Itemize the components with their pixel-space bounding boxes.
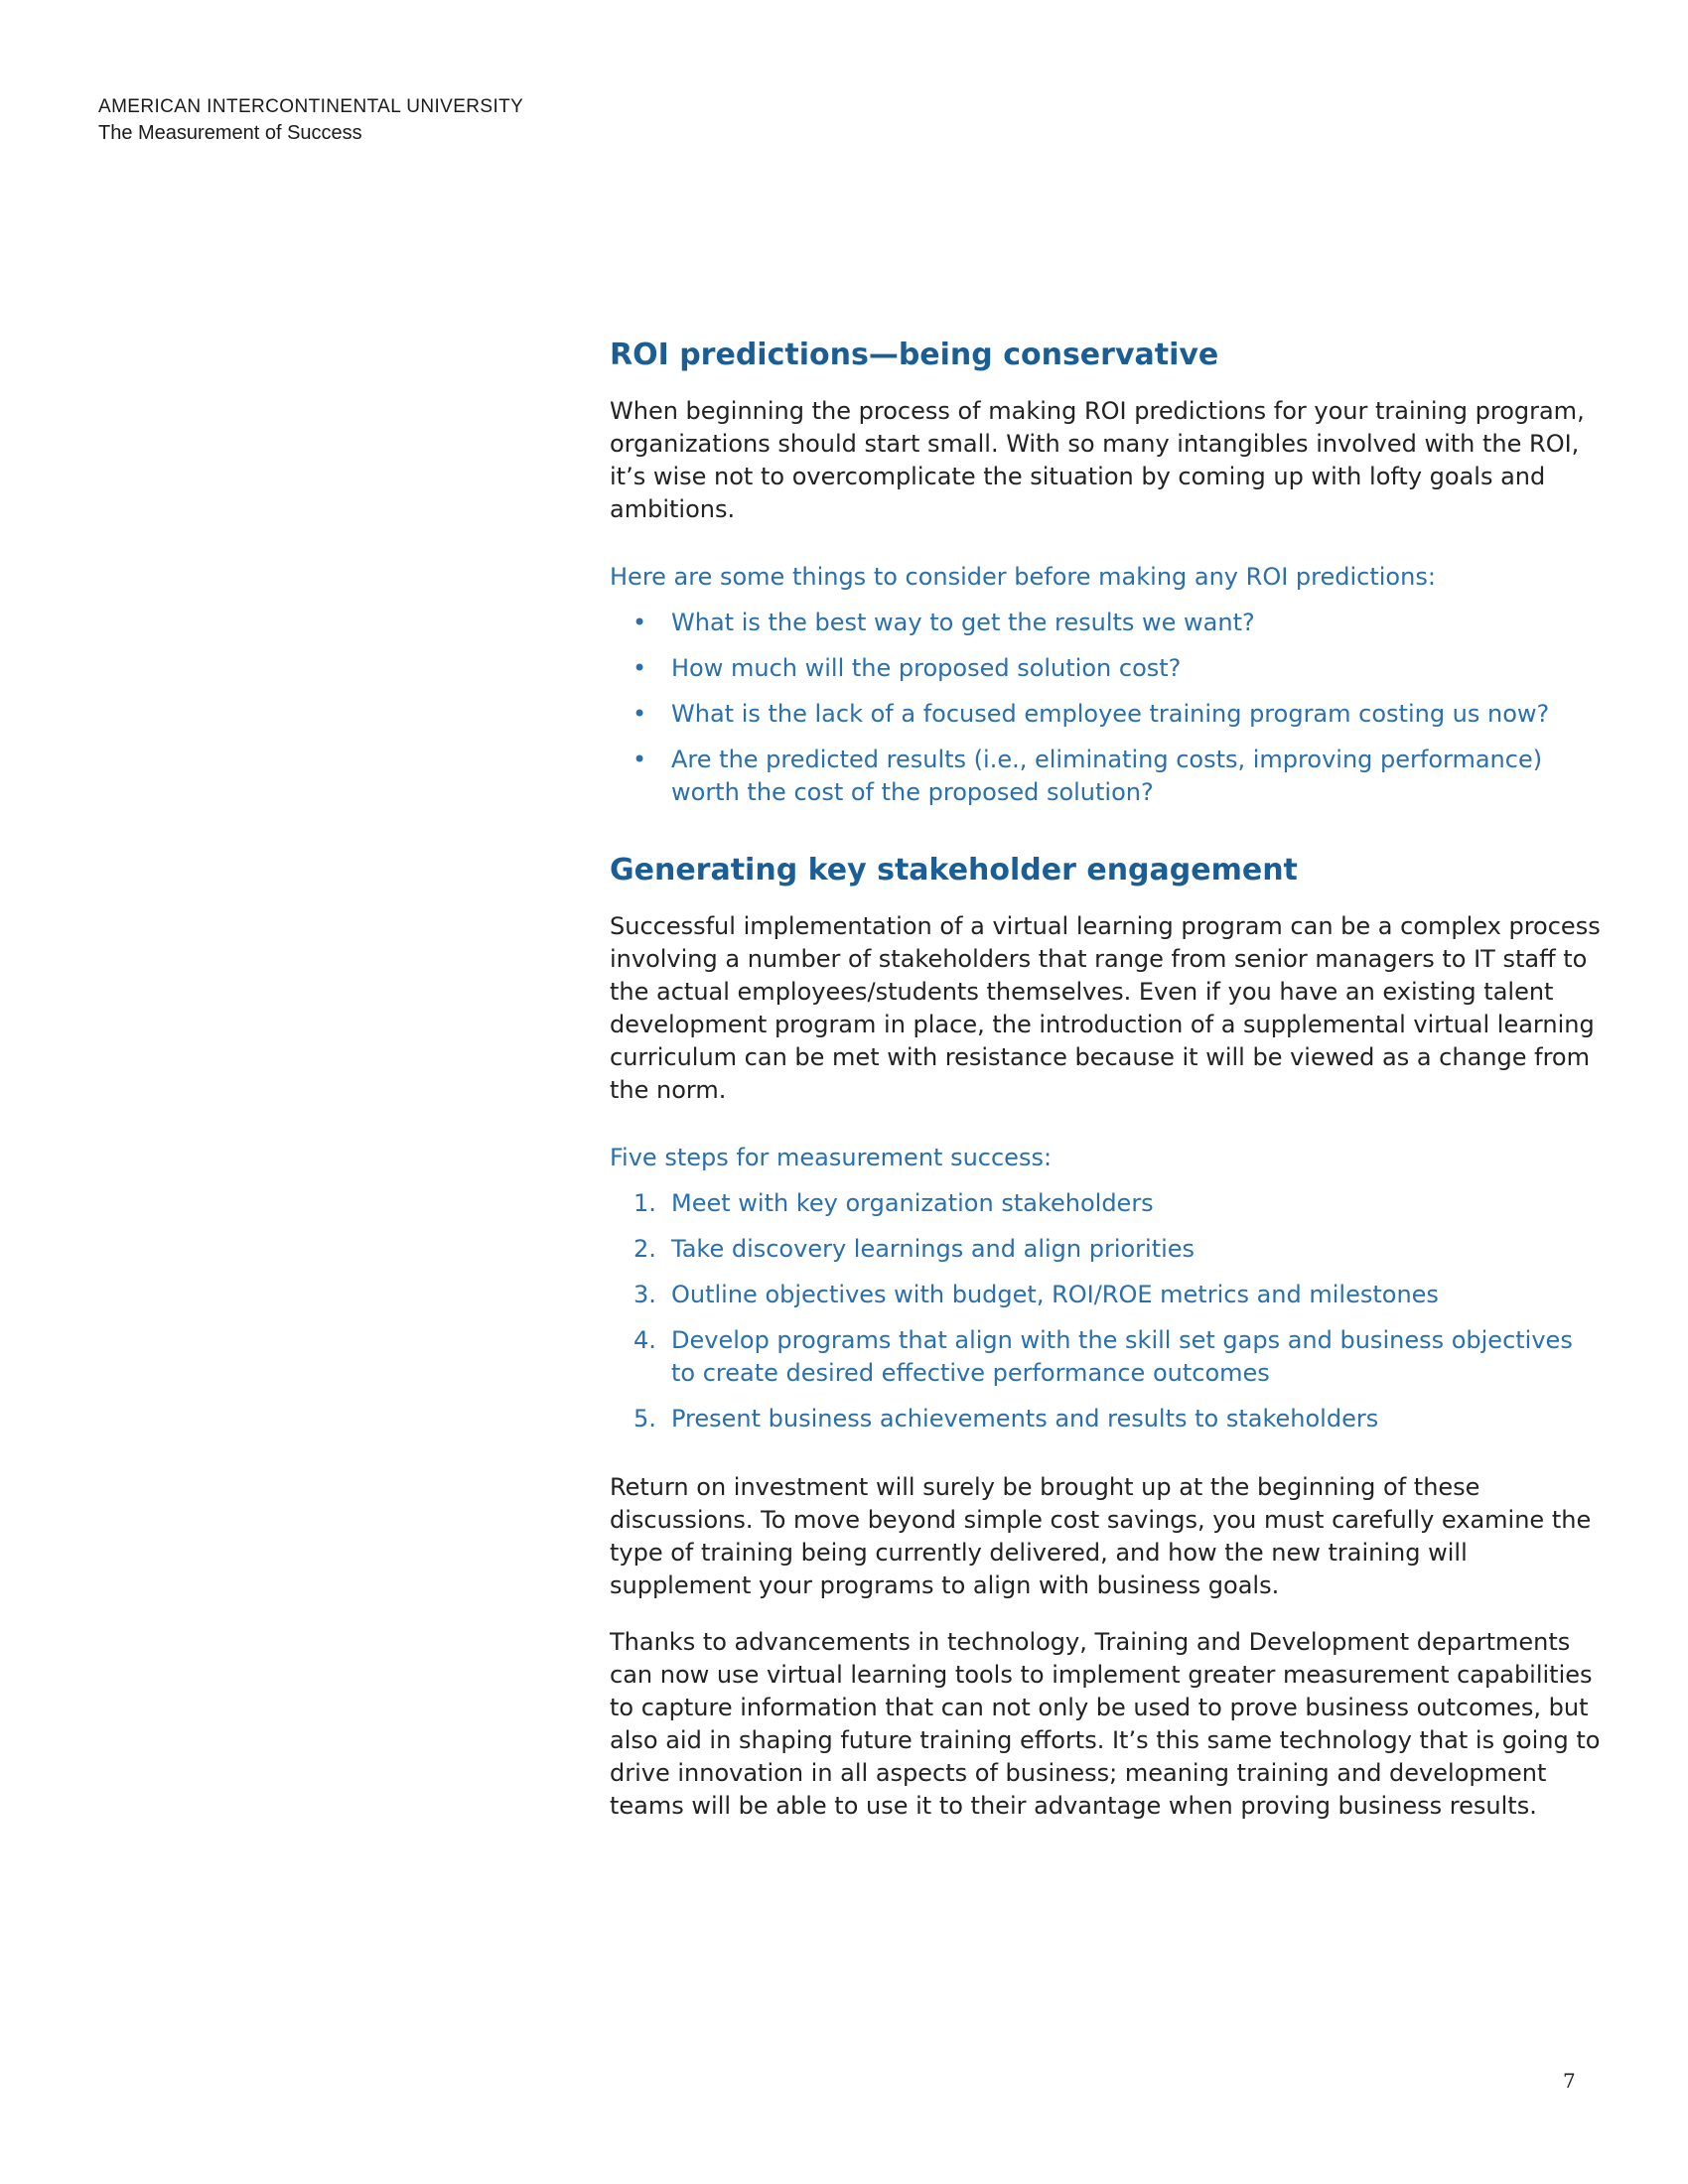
bullet-icon: •: [633, 746, 647, 773]
page-number: 7: [1563, 2069, 1576, 2093]
list-item-text: Outline objectives with budget, ROI/ROE metrics and milestones: [671, 1281, 1439, 1308]
step-number: 4.: [633, 1326, 656, 1354]
list-item-text: How much will the proposed solution cost?: [671, 654, 1182, 682]
list-item-text: Are the predicted results (i.e., eliminating costs, improving performance) worth the cost of the proposed solution?: [671, 746, 1543, 806]
list-item-text: What is the best way to get the results we want?: [671, 609, 1255, 636]
list-item: [610, 607, 1603, 639]
stakeholder-intro-paragraph: Successful implementation of a virtual learning program can be a complex process involving a number of stakeholders that range from senior managers to IT staff to the actual employees/students themselves. Even if you have an existing talent development program in place, the introduction of a supplemental virtual learning curriculum can be met with resistance because it will be viewed as a change from the norm.: [610, 912, 1601, 1104]
list-item: [610, 698, 1603, 731]
step-number: 2.: [633, 1235, 656, 1263]
list-item: [610, 1279, 1603, 1311]
list-item-text: Develop programs that align with the skill set gaps and business objectives to create desired effective performance outcomes: [671, 1326, 1573, 1387]
list-item-text: What is the lack of a focused employee training program costing us now?: [671, 700, 1550, 728]
five-steps-list: [610, 1187, 1603, 1435]
section-heading-roi-predictions: ROI predictions—being conservative: [610, 338, 1219, 372]
list-item: [610, 744, 1603, 809]
list-item: [610, 1233, 1603, 1266]
header-document-title: The Measurement of Success: [98, 122, 362, 144]
list-item-text: Present business achievements and results to stakeholders: [671, 1405, 1379, 1433]
bullet-icon: •: [633, 609, 647, 636]
running-header: [98, 93, 523, 147]
list-item: [610, 1187, 1603, 1220]
step-number: 1.: [633, 1189, 656, 1217]
roi-considerations-list: [610, 607, 1603, 809]
list-item-text: Take discovery learnings and align priorities: [671, 1235, 1196, 1263]
roi-discussion-paragraph: Return on investment will surely be brought up at the beginning of these discussions. To move beyond simple cost savings, you must carefully examine the type of training being currently delivered, and how the new training will supplement your programs to align with business goals.: [610, 1473, 1592, 1599]
bullet-icon: •: [633, 654, 647, 682]
five-steps-lead: Five steps for measurement success:: [610, 1144, 1053, 1171]
roi-intro-paragraph: When beginning the process of making ROI predictions for your training program, organizations should start small. With so many intangibles involved with the ROI, it’s wise not to overcomplicate the situation by coming up with lofty goals and ambitions.: [610, 397, 1585, 523]
step-number: 3.: [633, 1281, 656, 1308]
header-organization: AMERICAN INTERCONTINENTAL UNIVERSITY: [98, 96, 524, 117]
list-item: [610, 1324, 1603, 1390]
list-item: [610, 1403, 1603, 1435]
step-number: 5.: [633, 1405, 656, 1433]
technology-paragraph: Thanks to advancements in technology, Training and Development departments can now use virtual learning tools to implement greater measurement capabilities to capture information that can not only be used to prove business outcomes, but also aid in shaping future training efforts. It’s this same technology that is going to drive innovation in all aspects of business; meaning training and development teams will be able to use it to their advantage when proving business results.: [610, 1628, 1601, 1820]
main-content: [610, 336, 1603, 1823]
section-heading-stakeholder-engagement: Generating key stakeholder engagement: [610, 853, 1298, 887]
bullet-icon: •: [633, 700, 647, 728]
list-item: [610, 652, 1603, 685]
roi-considerations-lead: Here are some things to consider before making any ROI predictions:: [610, 563, 1436, 591]
list-item-text: Meet with key organization stakeholders: [671, 1189, 1154, 1217]
